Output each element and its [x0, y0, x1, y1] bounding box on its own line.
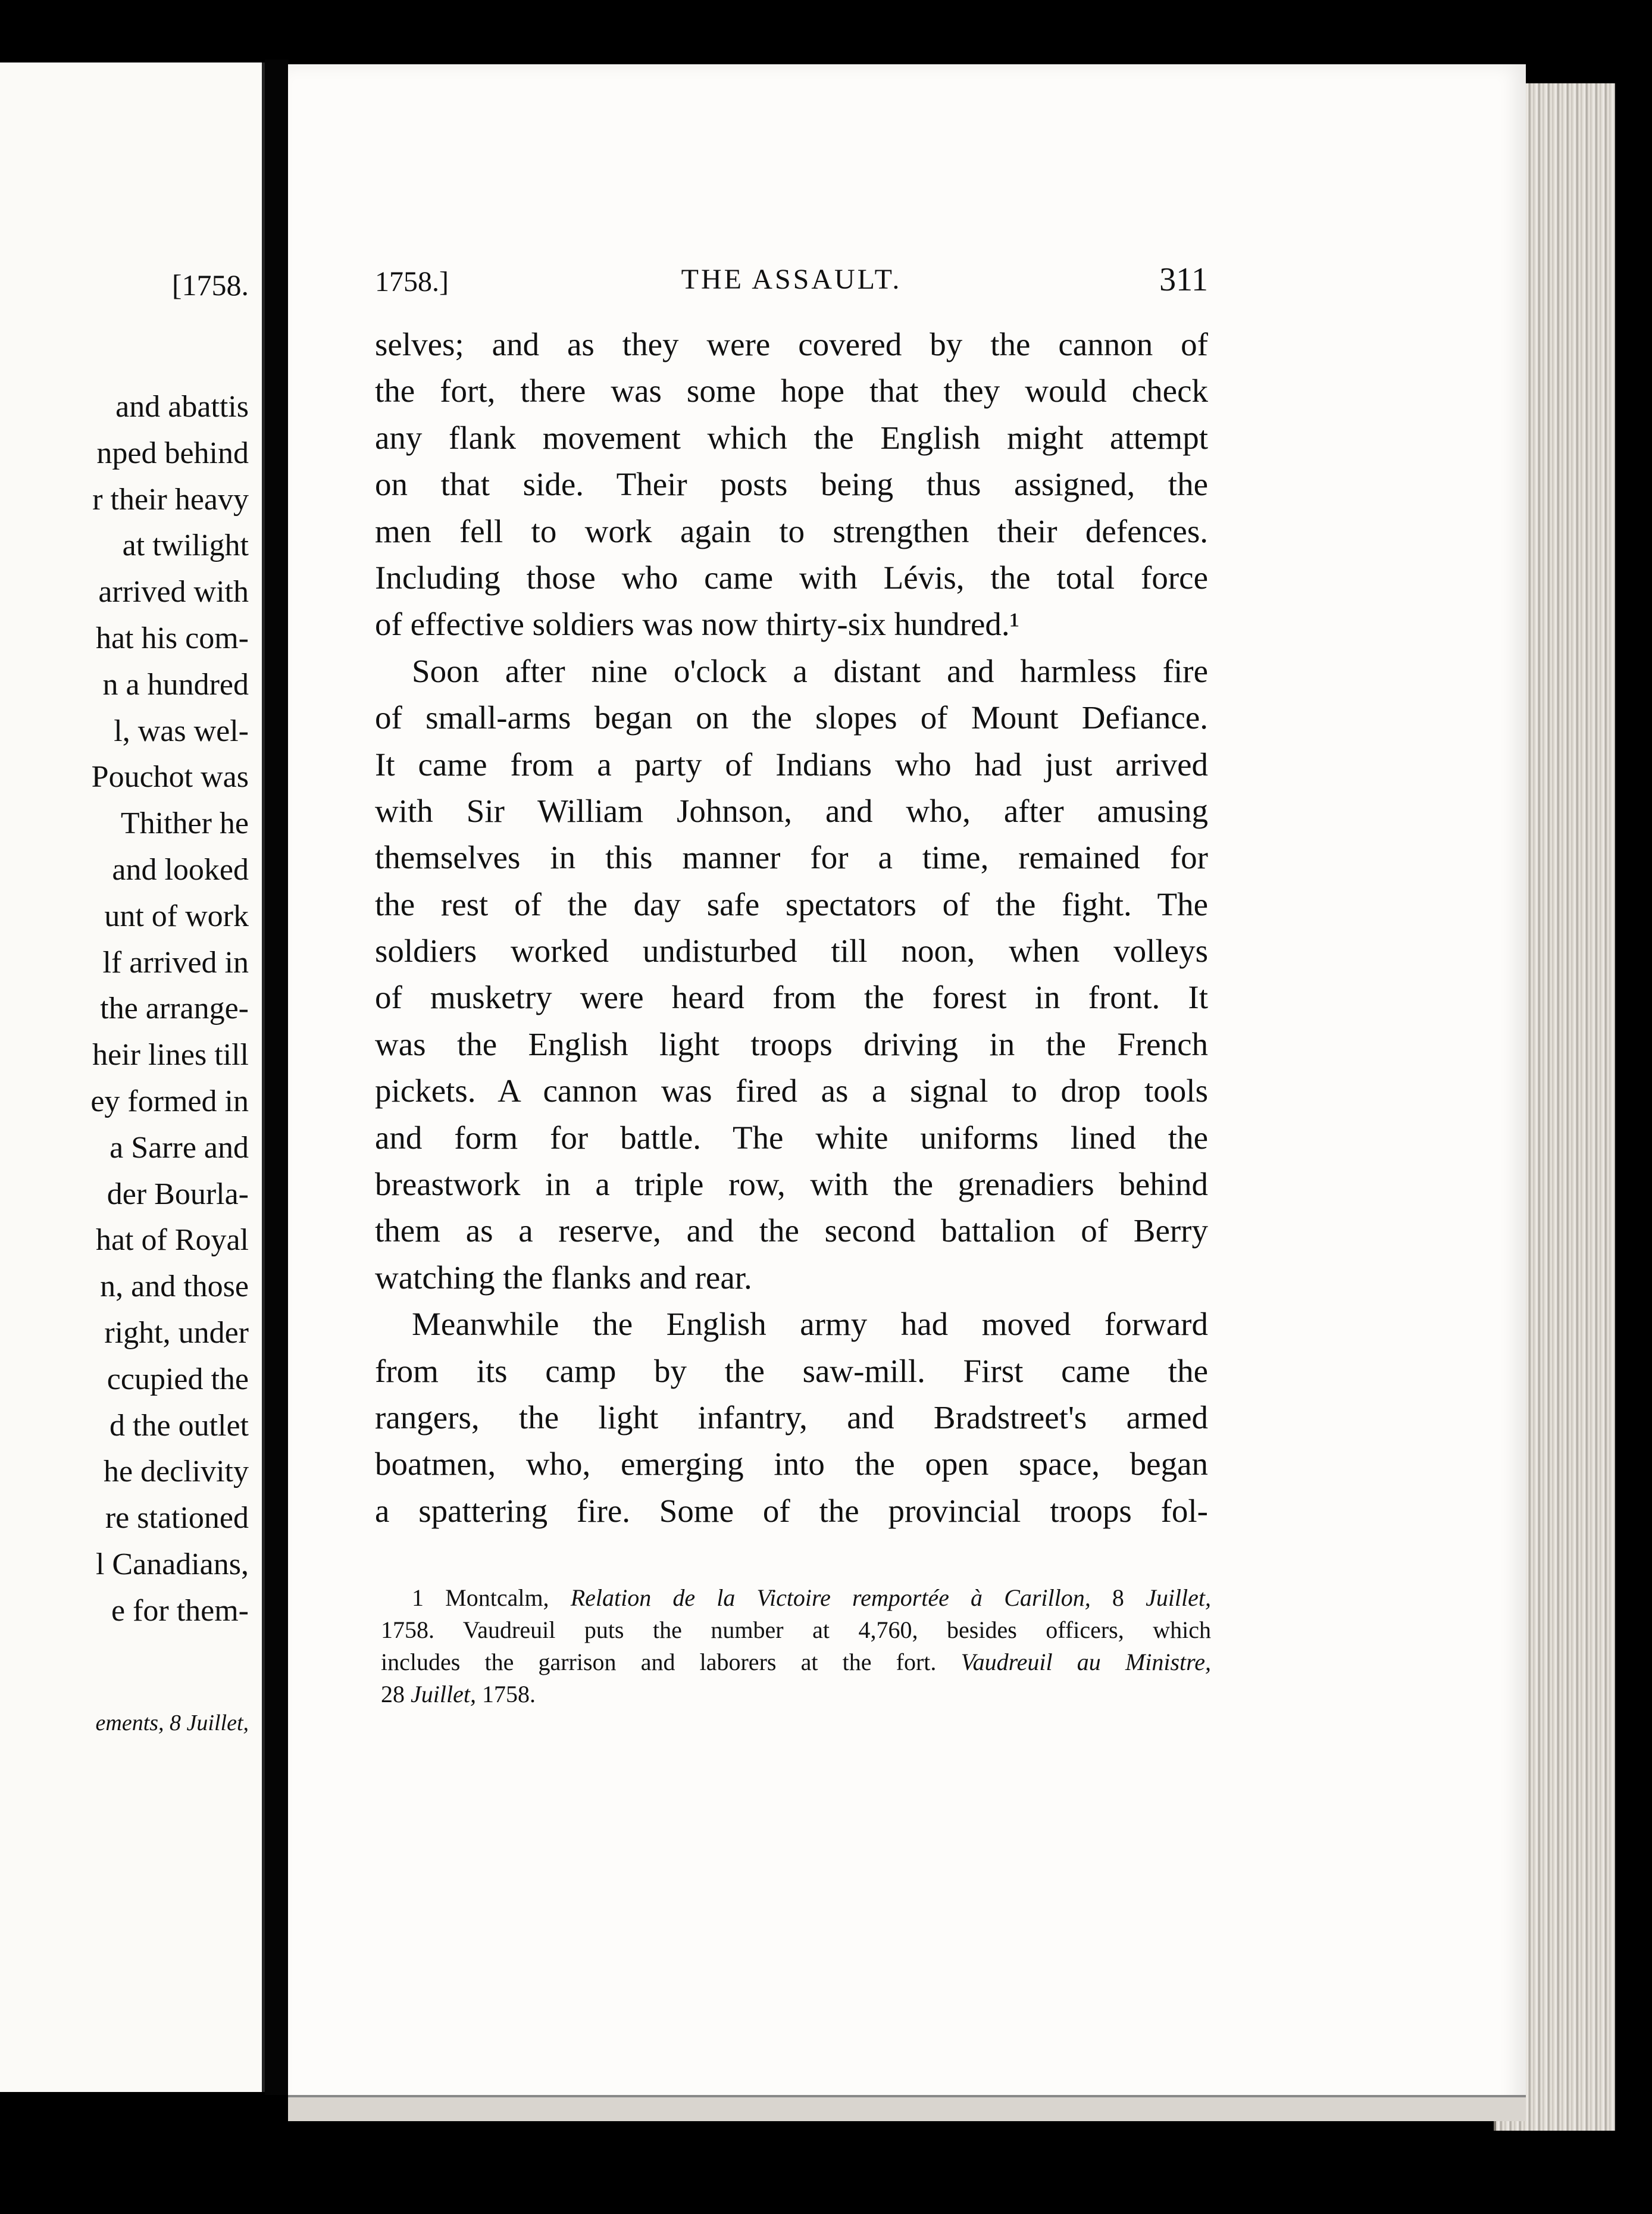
text-line: with Sir William Johnson, and who, after amusing: [375, 792, 1208, 829]
running-head: [375, 261, 1208, 302]
book-gutter: [265, 60, 289, 2095]
text-line: on that side. Their posts being thus assigned, the: [375, 466, 1208, 503]
text-line: Including those who came with Lévis, the total force: [375, 559, 1208, 596]
facing-page-text: [90, 384, 249, 1634]
facing-line: heir lines till: [92, 1038, 249, 1072]
facing-page-footnote: ements, 8 Juillet,: [95, 1710, 249, 1735]
facing-line: n, and those: [100, 1269, 249, 1304]
facing-line: Pouchot was: [91, 760, 249, 795]
text-line: It came from a party of Indians who had just arrived: [375, 746, 1208, 783]
text-line: them as a reserve, and the second battalion of Berry: [375, 1212, 1208, 1249]
page-number: 311: [1159, 261, 1208, 298]
facing-line: e for them-: [111, 1593, 249, 1628]
text-line: the rest of the day safe spectators of the fight. The: [375, 886, 1208, 923]
running-head-year: 1758.]: [375, 266, 449, 298]
text-line: Soon after nine o'clock a distant and harmless fire: [412, 652, 1208, 689]
facing-line: hat of Royal: [95, 1223, 249, 1258]
text-line: men fell to work again to strengthen their defences.: [375, 512, 1208, 549]
page-body: [375, 321, 1208, 1534]
footnote-line: 28 Juillet, 1758.: [381, 1681, 536, 1708]
facing-line: n a hundred: [102, 667, 249, 702]
facing-line: lf arrived in: [102, 945, 249, 980]
text-line: and form for battle. The white uniforms lined the: [375, 1119, 1208, 1156]
chapter-title: THE ASSAULT.: [681, 264, 902, 295]
text-line: selves; and as they were covered by the cannon of: [375, 326, 1208, 362]
text-line: boatmen, who, emerging into the open space, began: [375, 1446, 1208, 1483]
text-line: Meanwhile the English army had moved forward: [412, 1306, 1208, 1343]
facing-line: re stationed: [105, 1501, 249, 1536]
text-line: pickets. A cannon was fired as a signal to drop tools: [375, 1072, 1208, 1109]
facing-page: [0, 62, 265, 2092]
facing-line: hat his com-: [95, 621, 249, 655]
footnote-line: 1758. Vaudreuil puts the number at 4,760, besides officers, which: [381, 1616, 1211, 1643]
text-line: watching the flanks and rear.: [375, 1259, 752, 1296]
footnote-marker: 1: [412, 1584, 424, 1611]
text-line: the fort, there was some hope that they would check: [375, 373, 1208, 409]
facing-line: d the outlet: [109, 1408, 249, 1443]
facing-line: ccupied the: [107, 1362, 249, 1396]
facing-line: nped behind: [96, 436, 249, 470]
text-line: soldiers worked undisturbed till noon, when volleys: [375, 933, 1208, 970]
footnote-line: includes the garrison and laborers at the fort. Vaudreuil au Ministre,: [381, 1649, 1211, 1675]
facing-line: at twilight: [122, 529, 249, 563]
facing-line: a Sarre and: [109, 1130, 249, 1165]
facing-line: and looked: [112, 852, 249, 887]
facing-line: l, was wel-: [114, 714, 249, 748]
facing-line: l Canadians,: [95, 1547, 249, 1581]
text-line: rangers, the light infantry, and Bradstreet's armed: [375, 1399, 1208, 1436]
facing-line: unt of work: [104, 899, 249, 933]
text-line: of effective soldiers was now thirty-six hundred.¹: [375, 606, 1020, 643]
facing-line: and abattis: [115, 390, 249, 424]
facing-line: Thither he: [120, 806, 249, 841]
facing-line: right, under: [104, 1315, 249, 1350]
facing-page-header: [1758.: [171, 268, 249, 302]
facing-line: der Bourla-: [107, 1177, 249, 1211]
text-line: any flank movement which the English might attempt: [375, 419, 1208, 456]
footnote-line: 1 Montcalm, Relation de la Victoire remportée à Carillon, 8 Juillet,: [412, 1584, 1212, 1611]
text-line: breastwork in a triple row, with the grenadiers behind: [375, 1166, 1208, 1203]
text-line: a spattering fire. Some of the provincial troops fol-: [375, 1492, 1208, 1529]
facing-line: the arrange-: [100, 992, 249, 1026]
text-line: of musketry were heard from the forest in front. It: [375, 979, 1208, 1016]
text-line: was the English light troops driving in the French: [375, 1025, 1208, 1062]
text-line: themselves in this manner for a time, remained for: [375, 839, 1208, 876]
text-line: from its camp by the saw-mill. First came the: [375, 1352, 1208, 1389]
text-line: of small-arms began on the slopes of Mount Defiance.: [375, 699, 1208, 736]
facing-line: r their heavy: [92, 482, 249, 517]
footnote: [381, 1582, 1211, 1710]
facing-line: he declivity: [103, 1455, 249, 1489]
page-bottom-edge: [288, 2095, 1526, 2121]
facing-line: arrived with: [98, 575, 249, 609]
facing-line: ey formed in: [90, 1084, 249, 1118]
